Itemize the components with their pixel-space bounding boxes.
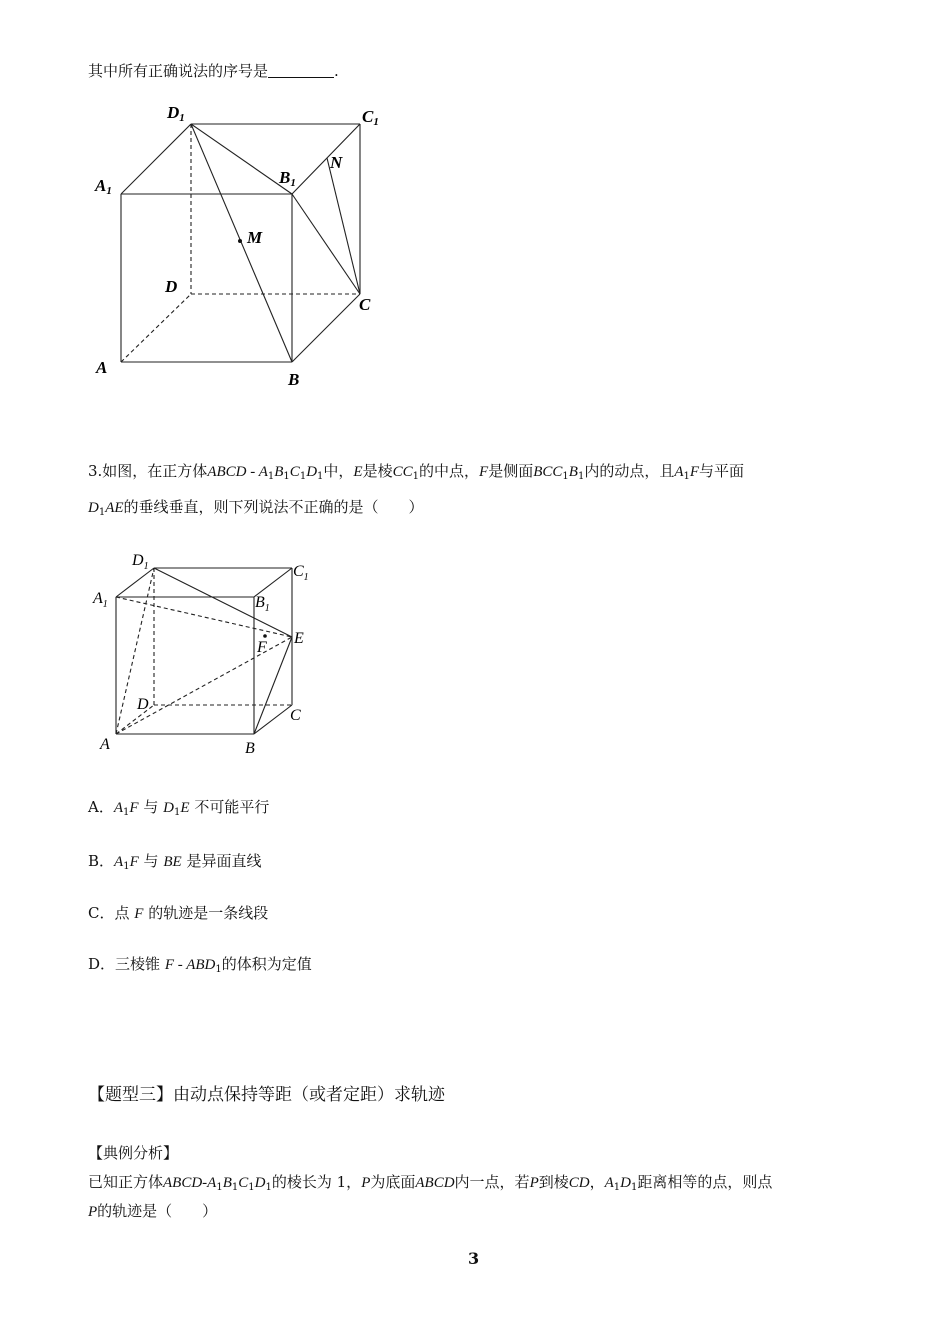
diag-d1b	[191, 124, 292, 362]
f2-label-a1: $A_1$	[93, 590, 108, 610]
edge-c1b1	[292, 124, 360, 194]
f2-label-a: A	[100, 736, 110, 753]
f2-point-f	[263, 634, 267, 638]
option-c[interactable]: C．点 F 的轨迹是一条线段	[88, 904, 269, 922]
line-nc	[327, 158, 360, 294]
point-m	[238, 239, 242, 243]
label-a1: A1	[95, 176, 112, 197]
diag-b1c	[292, 194, 360, 294]
hidden-edge-ad	[121, 294, 191, 362]
example-line-2: P的轨迹是（ ）	[88, 1202, 218, 1220]
q3-line-2: $D_1AE$的垂线垂直，则下列说法不正确的是（ ）	[88, 498, 424, 518]
edge-a1d1	[121, 124, 191, 194]
option-d[interactable]: D．三棱锥 F - $ABD_1$的体积为定值	[88, 955, 312, 975]
q2-tail: 其中所有正确说法的序号是 .	[88, 62, 339, 80]
label-n: N	[330, 153, 343, 172]
label-d1: D1	[167, 103, 185, 124]
f2-line-d1e	[154, 568, 292, 637]
f2-label-e: E	[294, 630, 304, 647]
option-a[interactable]: A．$A_1F$ 与 $D_1E$ 不可能平行	[88, 798, 270, 818]
label-d: D	[165, 277, 178, 296]
example-label: 【典例分析】	[88, 1144, 179, 1162]
f2-label-c: C	[290, 707, 301, 724]
f2-label-c1: $C_1$	[293, 563, 309, 583]
label-c1: C1	[362, 107, 379, 128]
f2-label-d1: $D_1$	[132, 552, 149, 572]
edge-bc	[292, 294, 360, 362]
f2-label-b1: $B_1$	[255, 594, 270, 614]
example-line-1: 已知正方体ABCD-$A_1B_1C_1D_1$的棱长为 1，P为底面ABCD内一点，若P到棱CD，$A_1D_1$距离相等的点，则点	[88, 1173, 773, 1193]
label-m: M	[247, 228, 263, 247]
figure-2-cube	[92, 552, 309, 757]
f2-label-f: F	[257, 639, 267, 656]
label-a: A	[96, 358, 108, 377]
label-b1: B1	[279, 168, 296, 189]
option-b[interactable]: B．$A_1F$ 与 BE 是异面直线	[88, 852, 262, 872]
section-3-title: 【题型三】由动点保持等距（或者定距）求轨迹	[88, 1085, 445, 1105]
page-number: 3	[468, 1249, 480, 1268]
q3-line-1: 3.如图，在正方体ABCD - $A_1B_1C_1D_1$中，E是棱$CC_1$的中点，F是侧面$BCC_1B_1$内的动点，且$A_1F$与平面	[88, 462, 745, 482]
f2-label-b: B	[245, 740, 255, 757]
label-c: C	[359, 295, 371, 314]
f2-edge-a1d1	[116, 568, 154, 597]
label-b: B	[288, 370, 300, 389]
f2-edge-c1b1	[254, 568, 292, 597]
f2-label-d: D	[137, 696, 149, 713]
